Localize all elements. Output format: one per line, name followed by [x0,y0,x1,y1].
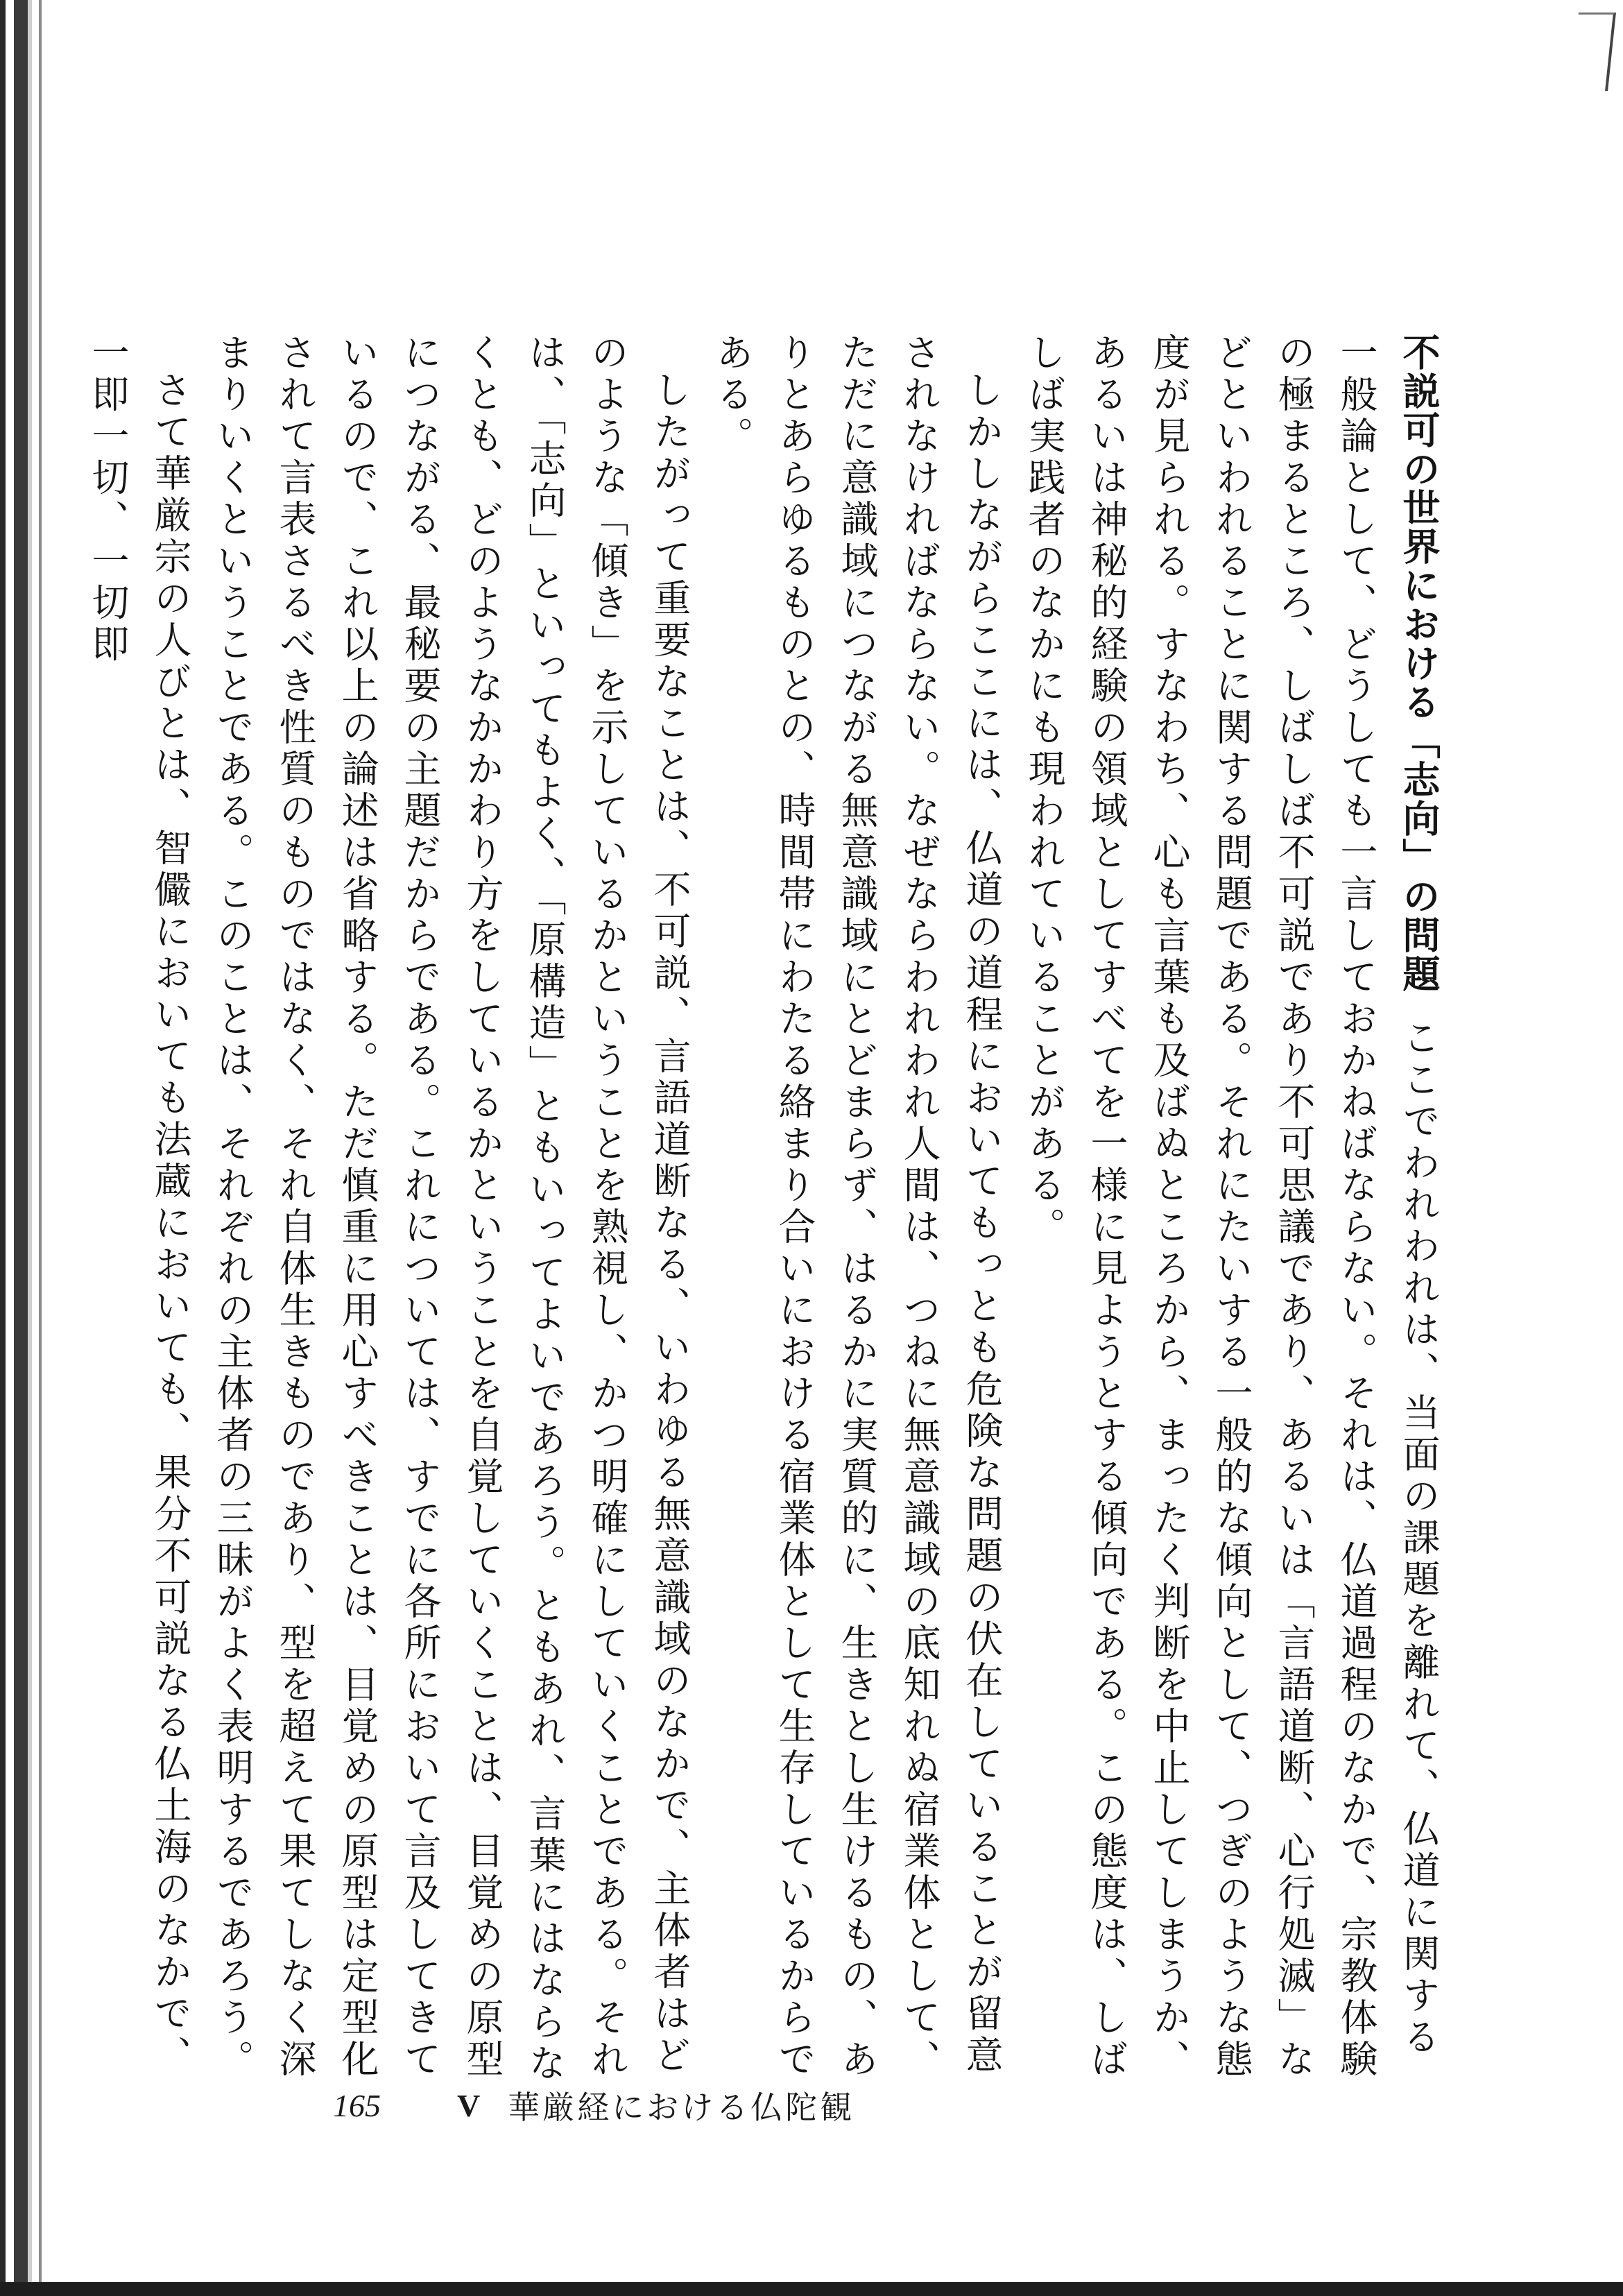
paragraph-2: しかしながらここには、仏道の道程においてもっとも危険な問題の伏在していることが留意されなければならない。なぜならわれわれ人間は、つねに無意識域の底知れぬ宿業体として、ただに意識域につながる無意識域にとどまらず、はるかに実質的に、生きとし生けるもの、ありとあらゆるものとの、時間帯にわたる絡まり合いにおける宿業体として生存しているからである。 [710,333,1004,2081]
paragraph-3: したがって重要なことは、不可説、言語道断なる、いわゆる無意識域のなかで、主体者はどのような「傾き」を示しているかということを熟視し、かつ明確にしていくことである。それは、「志向」といってもよく、「原構造」ともいってよいであろう。ともあれ、言葉にはならなくとも、どのようなかかわり方をしているかということを自覚していくことは、目覚めの原型につながる、最秘要の主題だからである。これについては、すでに各所において言及してきているので、これ以上の論述は省略する。ただ慎重に用心すべきことは、目覚めの原型は定型化されて言表さるべき性質のものではなく、それ自体生きものであり、型を超えて果てしなく深まりいくということである。このことは、それぞれの主体者の三昧がよく表明するであろう。 [211,333,692,2085]
binding-edge [0,0,55,2296]
scan-corner-mark [1570,12,1616,91]
paragraph-1 [1013,333,1450,2088]
paragraph-4: さて華厳宗の人びとは、智儼においても法蔵においても、果分不可説なる仏土海のなかで、一即一切、一切即 [86,333,192,2077]
chapter-title: 華厳経における仏陀観 [508,2089,855,2126]
chapter-number: V [457,2087,481,2123]
scan-bottom-edge [0,2282,1623,2296]
vertical-text-body [86,333,1450,2088]
page-number: 165 [333,2087,381,2123]
paragraph-text: ここでわれわれは、当面の課題を離れて、仏道に関する一般論として、どうしても一言しておかねばならない。それは、仏道過程のなかで、宗教体験の極まるところ、しばしば不可説であり不可思議であり、あるいは「言語道断、心行処滅」などといわれることに関する問題である。それにたいする一般的な傾向として、つぎのような態度が見られる。すなわち、心も言葉も及ばぬところから、まったく判断を中止してしまうか、あるいは神秘的経験の領域としてすべてを一様に見ようとする傾向である。この態度は、しばしば実践者のなかにも現われていることがある。 [1022,333,1441,2081]
page-footer [333,2084,855,2126]
section-heading: 不説可の世界における「志向」の問題 [1397,333,1441,993]
